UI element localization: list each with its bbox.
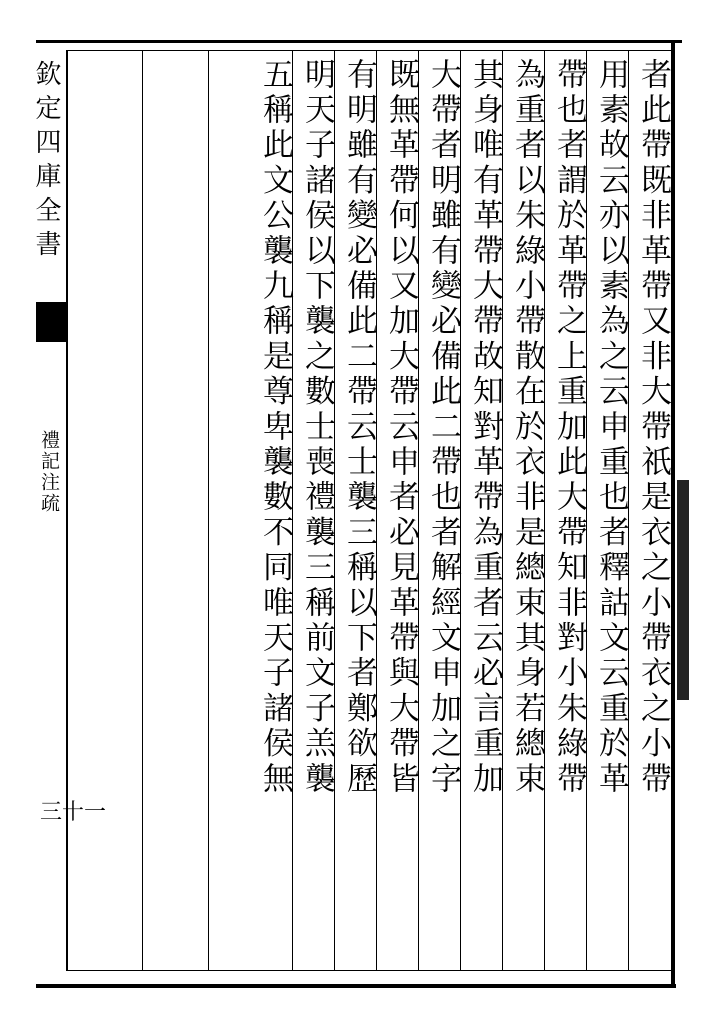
page-border-bottom [36,984,676,988]
margin-fishtail-block [36,302,66,342]
column-rule [142,50,143,970]
text-column-8: 有明雖有變必備此二帶云士襲三稱以下者鄭欲歷 [341,58,377,798]
page-border-top-inner [66,50,674,51]
binding-edge [677,480,689,700]
page-border-bottom-inner [66,970,674,971]
text-column-5: 其身唯有革帶大帶故知對革帶為重者云必言重加 [467,58,503,798]
book-label: 欽定四庫全書 [31,60,61,264]
text-column-4: 為重者以朱綠小帶散在於衣非是總束其身若總束 [509,58,545,798]
text-column-3: 帶也者謂於革帶之上重加此大帶知非對小朱綠帶 [551,58,587,798]
text-column-2: 用素故云亦以素為之云申重也者釋詁文云重於革 [593,58,629,798]
page-border-top [36,40,682,43]
section-title: 禮記注疏 [38,430,60,514]
column-rule [208,50,209,970]
text-column-10: 五稱此文公襲九稱是尊卑襲數不同唯天子諸侯無 [257,58,293,798]
page-border-left [66,50,68,970]
text-column-7: 既無革帶何以又加大帶云申者必見革帶與大帶皆 [383,58,419,798]
page-number: 三十一 [40,800,107,825]
text-column-6: 大帶者明雖有變必備此二帶也者解經文申加之字 [425,58,461,798]
text-column-1: 者此帶既非革帶又非大帶祇是衣之小帶衣之小帶 [635,58,671,798]
text-column-9: 明天子諸侯以下襲之數士喪禮襲三稱前文子羔襲 [299,58,335,798]
